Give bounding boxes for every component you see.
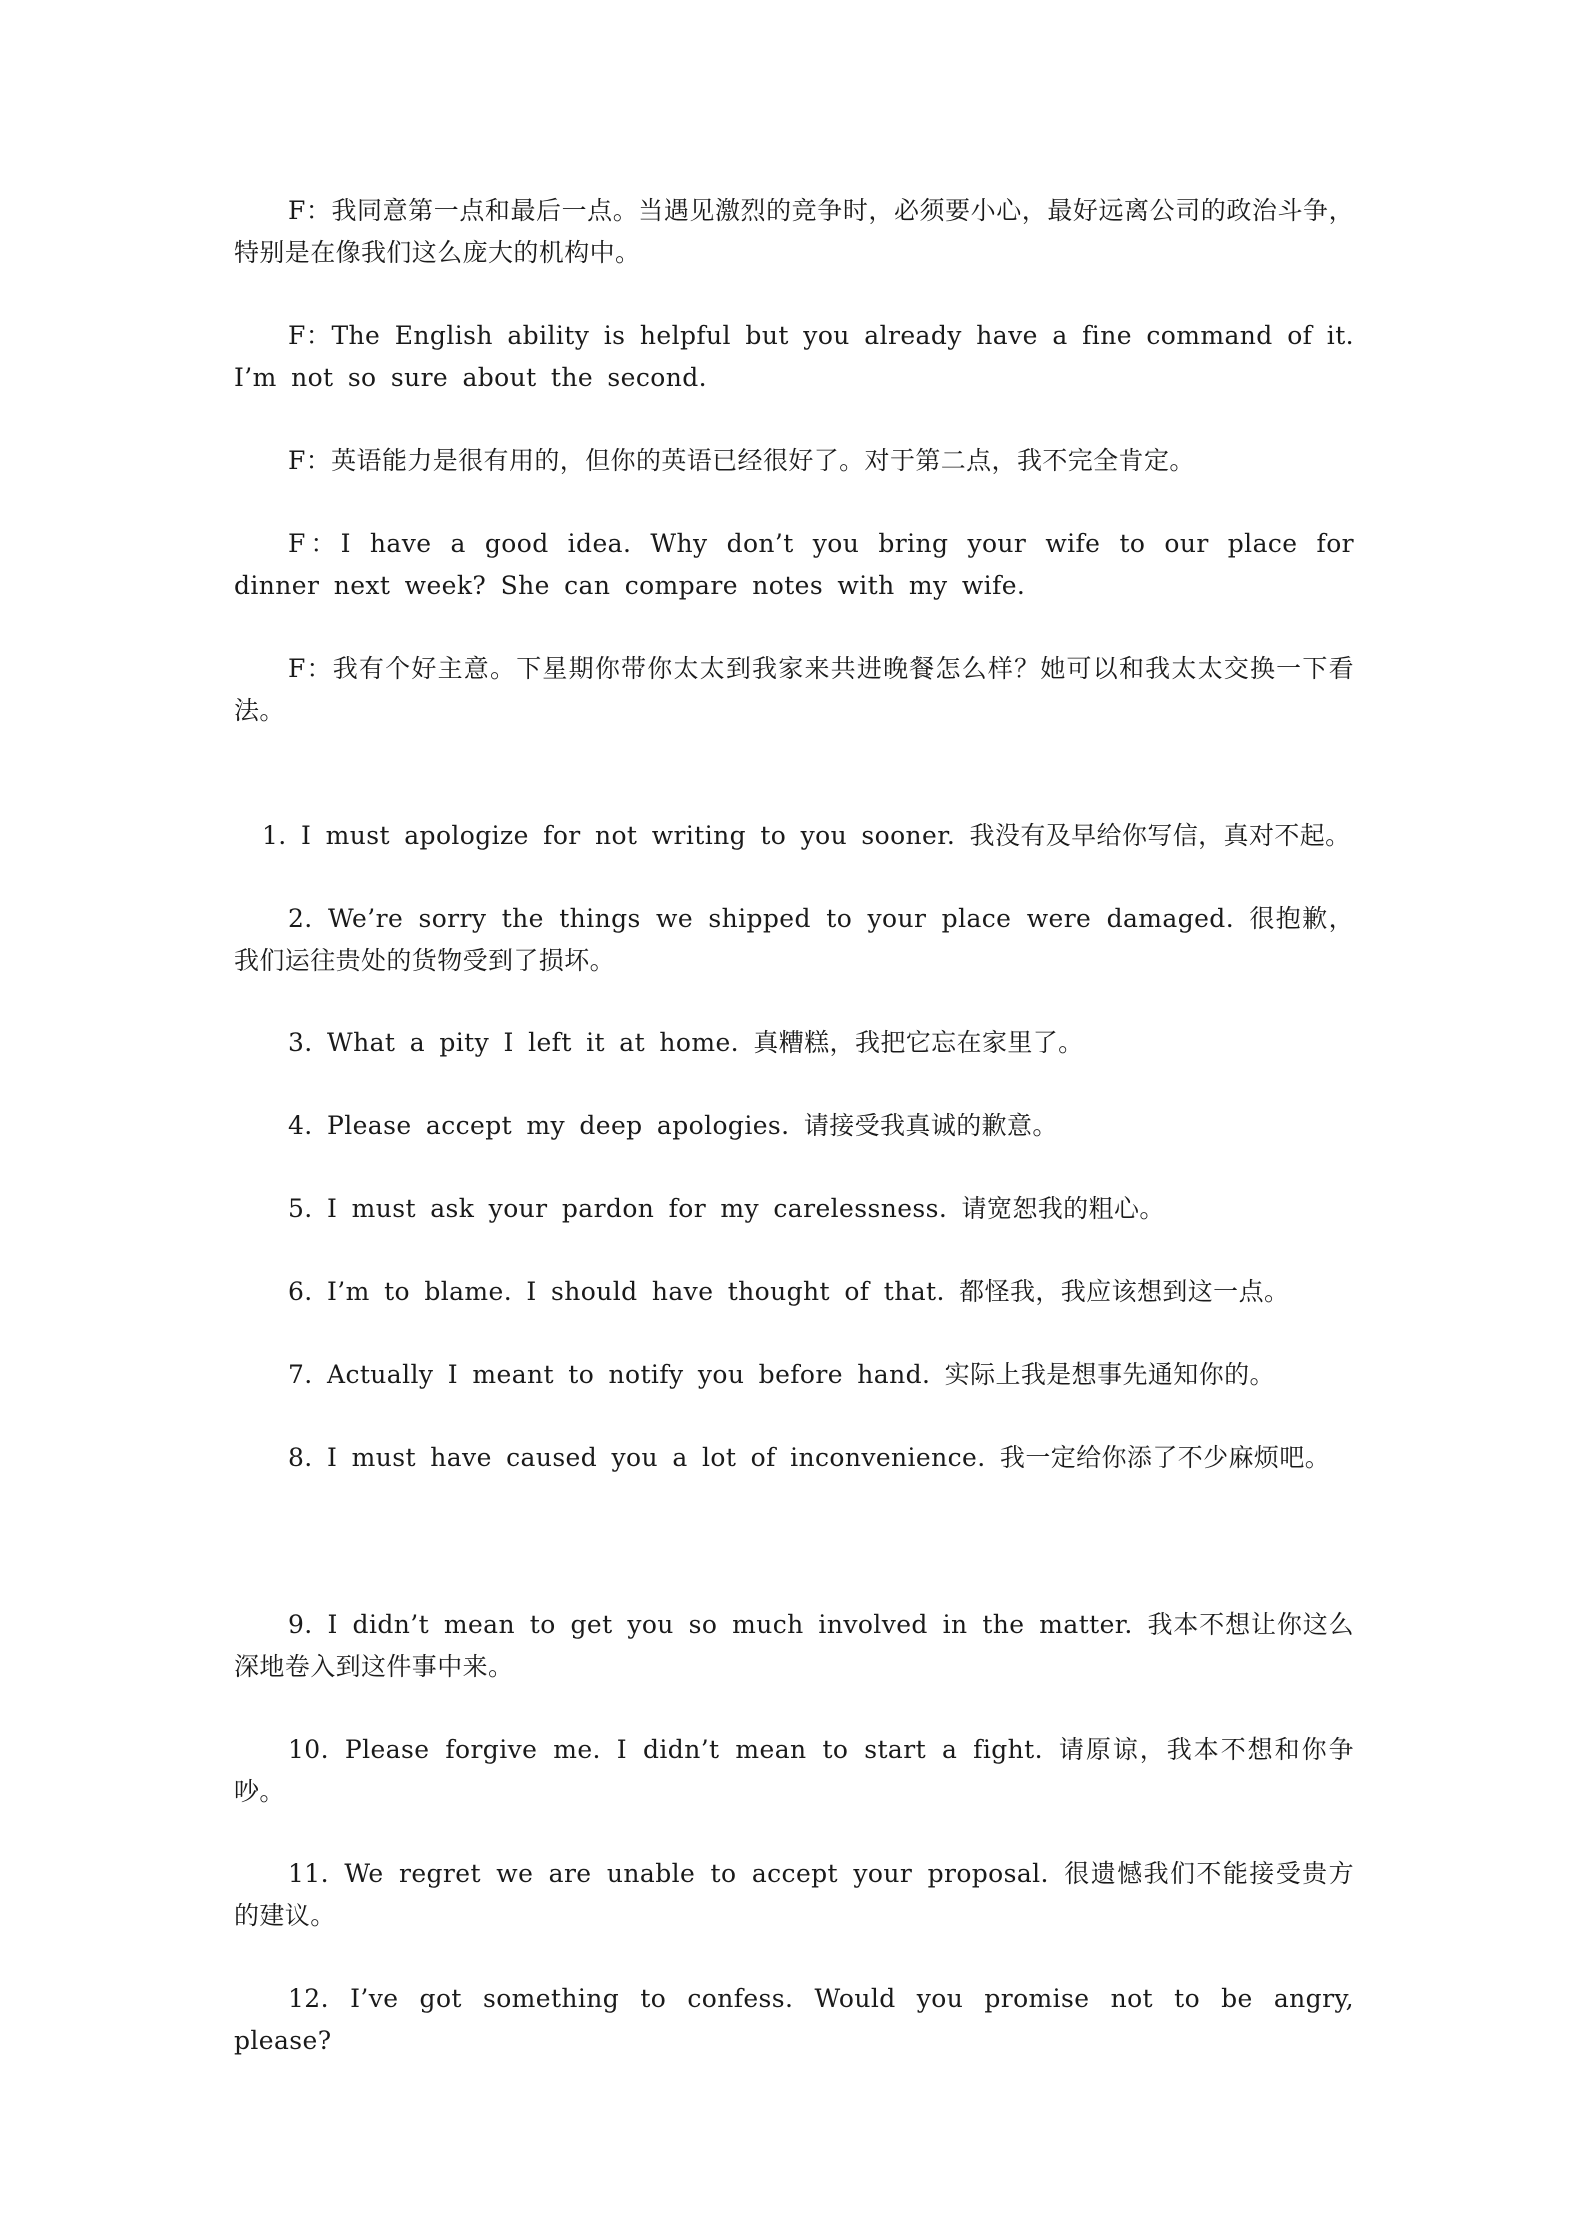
dialogue-paragraph: F：我同意第一点和最后一点。当遇见激烈的竞争时，必须要小心，最好远离公司的政治斗争，特别是在像我们这么庞大的机构中。 [234, 196, 1354, 267]
dialogue-paragraph: F：The English ability is helpful but you already have a fine command of it. I’m not so sure about the second. [234, 321, 1354, 392]
sentence-item: 10. Please forgive me. I didn’t mean to start a fight. 请原谅，我本不想和你争吵。 [234, 1735, 1354, 1806]
sentence-item: 7. Actually I meant to notify you before hand. 实际上我是想事先通知你的。 [288, 1360, 1275, 1389]
sentence-item: 9. I didn’t mean to get you so much involved in the matter. 我本不想让你这么深地卷入到这件事中来。 [234, 1610, 1354, 1681]
sentence-item: 3. What a pity I left it at home. 真糟糕，我把它忘在家里了。 [288, 1028, 1084, 1057]
sentence-item: 4. Please accept my deep apologies. 请接受我真诚的歉意。 [288, 1111, 1058, 1140]
sentence-item: 2. We’re sorry the things we shipped to your place were damaged. 很抱歉，我们运往贵处的货物受到了损坏。 [234, 904, 1354, 975]
sentence-item: 11. We regret we are unable to accept your proposal. 很遗憾我们不能接受贵方的建议。 [234, 1859, 1354, 1930]
sentence-item: 1. I must apologize for not writing to you sooner. 我没有及早给你写信，真对不起。 [262, 821, 1351, 850]
dialogue-paragraph: F：我有个好主意。下星期你带你太太到我家来共进晚餐怎么样？她可以和我太太交换一下看法。 [234, 654, 1354, 725]
sentence-item: 12. I’ve got something to confess. Would you promise not to be angry, please? [234, 1984, 1354, 2055]
sentence-item: 5. I must ask your pardon for my carelessness. 请宽恕我的粗心。 [288, 1194, 1165, 1223]
dialogue-paragraph: F：英语能力是很有用的，但你的英语已经很好了。对于第二点，我不完全肯定。 [288, 446, 1195, 475]
sentence-item: 6. I’m to blame. I should have thought of that. 都怪我，我应该想到这一点。 [288, 1277, 1290, 1306]
dialogue-paragraph: F：I have a good idea. Why don’t you bring your wife to our place for dinner next week? She can compare notes with my wife. [234, 529, 1354, 600]
sentence-item: 8. I must have caused you a lot of inconvenience. 我一定给你添了不少麻烦吧。 [288, 1443, 1331, 1472]
